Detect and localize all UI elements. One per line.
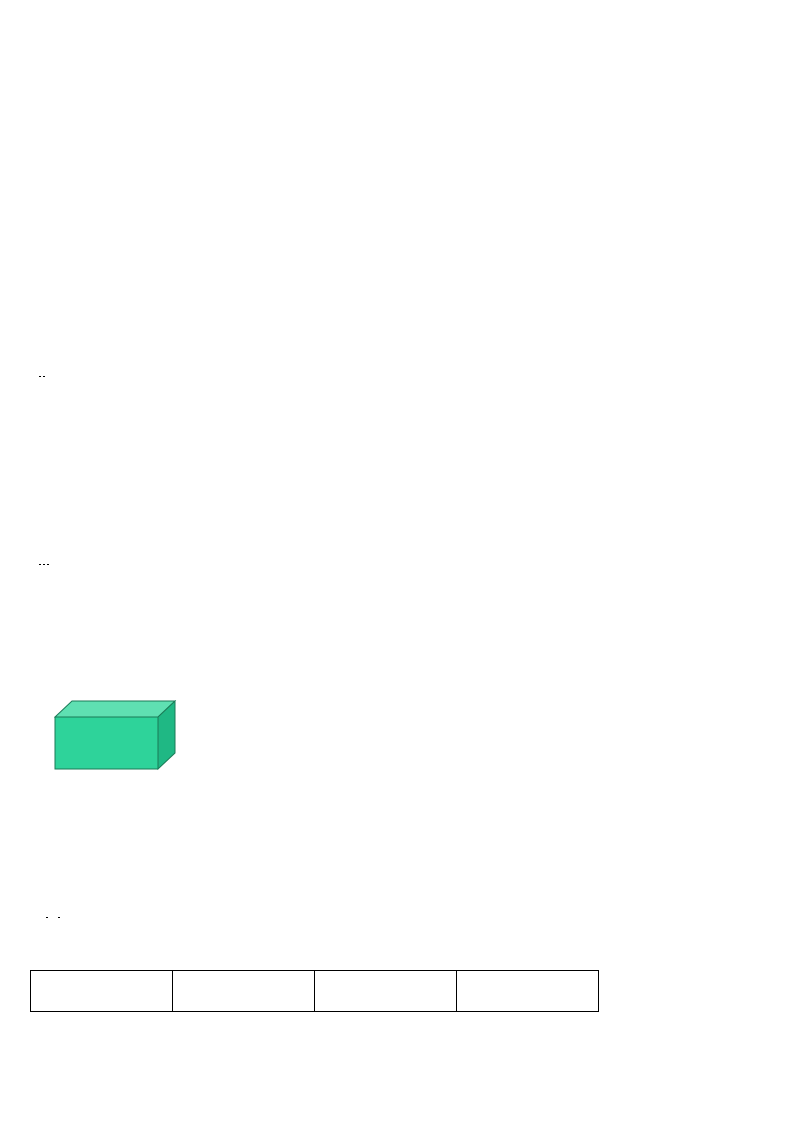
q5-fraction-2 xyxy=(43,376,45,377)
table-header-cell xyxy=(457,971,599,1012)
question-8 xyxy=(38,545,50,583)
q11-fraction-1 xyxy=(46,917,48,918)
q11-f2-den xyxy=(58,917,60,918)
table-row xyxy=(31,971,599,1012)
q11-f1-den xyxy=(46,917,48,918)
question-5 xyxy=(38,360,46,394)
table-header-cell xyxy=(173,971,315,1012)
cuboid-front-face xyxy=(55,717,158,769)
q5-f1-den xyxy=(39,376,41,377)
q8-fraction-3 xyxy=(47,564,49,565)
cuboid-top-face xyxy=(55,701,175,717)
gold-medal-table xyxy=(30,970,599,1012)
q8-fraction-1 xyxy=(39,564,41,565)
question-11 xyxy=(38,898,61,938)
q11-fraction-2 xyxy=(58,917,60,918)
q8-f2-den xyxy=(43,564,45,565)
q8-f1-den xyxy=(39,564,41,565)
q8-fraction-2 xyxy=(43,564,45,565)
cuboid-figure xyxy=(54,700,178,772)
table-header-cell xyxy=(31,971,173,1012)
table-header-cell xyxy=(315,971,457,1012)
q8-f3-den xyxy=(47,564,49,565)
q5-fraction-1 xyxy=(39,376,41,377)
q5-f2-den xyxy=(43,376,45,377)
